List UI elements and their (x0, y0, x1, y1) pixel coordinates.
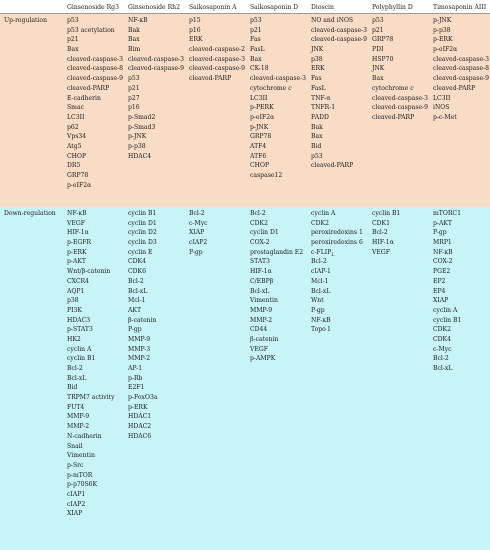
cell-entry: ERK (311, 65, 325, 73)
cell-entry: EP2 (433, 277, 446, 285)
cell-entry: p-mTOR (67, 471, 93, 479)
cell-entry: caspase12 (250, 172, 283, 179)
cell-entry: Bcl-xL (128, 287, 148, 295)
cell-entry: CK-18 (250, 65, 269, 73)
cell-entry: CDK1 (372, 219, 390, 227)
cell-entry: ERK (189, 36, 203, 44)
cell-entry: c-Myc (433, 345, 452, 353)
cell-entry: p53 (128, 75, 140, 83)
cell-entry: cleaved-caspase-3 (128, 55, 184, 63)
cell-entry: Vimentin (67, 452, 95, 460)
up-cell-ginsenoside-rg3 (67, 16, 123, 190)
down-cell-timosaponin-aiii (433, 209, 461, 374)
row-label-up: Up-regulation (4, 17, 48, 24)
cell-entry: FUT4 (67, 403, 85, 411)
cell-entry: p-Smad3 (128, 123, 156, 131)
cell-entry: Bak (311, 123, 323, 131)
cell-entry: MMP-9 (128, 335, 151, 343)
header-col-3: Saikosaponin A (189, 4, 237, 11)
cell-entry: p21 (128, 84, 140, 92)
cell-entry: VEGF (372, 248, 390, 256)
cell-entry: Bax (372, 75, 384, 83)
header-col-2: Ginsenoside Rh2 (128, 4, 180, 11)
cell-entry: Bcl-2 (250, 210, 266, 217)
up-cell-dioscin (311, 16, 367, 171)
cell-entry: TNF-α (311, 94, 331, 102)
cell-entry: cleaved-caspase-9 (67, 75, 123, 83)
up-cell-timosaponin-aiii (433, 16, 489, 123)
cell-entry: LC3II (433, 94, 451, 102)
cell-entry: cyclin E (128, 248, 153, 256)
cell-entry: cleaved-PARP (372, 113, 415, 121)
cell-entry: cyclin D1 (128, 219, 157, 227)
cell-entry: NF-κB (433, 248, 453, 256)
cell-entry: Bax (311, 133, 323, 141)
cell-entry: HIF-1α (67, 229, 89, 237)
cell-entry: cyclin B1 (372, 210, 401, 217)
cell-entry: cleaved-caspase-9 (128, 65, 184, 73)
cell-entry: MMP-3 (128, 345, 151, 353)
cell-entry: AP-1 (128, 365, 143, 372)
cell-entry: CDK4 (128, 258, 146, 266)
cell-entry: HDAC6 (128, 432, 152, 440)
cell-entry: CDK4 (433, 335, 451, 343)
header-col-5: Dioscin (311, 4, 334, 11)
table-header (0, 0, 490, 14)
cell-entry: cleaved-caspase-9 (189, 65, 245, 73)
cell-entry: p53 acetylation (67, 26, 115, 34)
cell-entry: cyclin D2 (128, 229, 157, 237)
cell-entry: p-FoxO3a (128, 394, 158, 402)
cell-entry: p53 (250, 17, 262, 24)
cell-entry: AQP1 (67, 287, 85, 295)
cell-entry: PGE2 (433, 268, 451, 276)
cell-entry: cyclin A (67, 345, 92, 353)
cell-entry: PI3K (67, 306, 82, 314)
cell-entry: Vps34 (67, 133, 87, 141)
cell-entry: Bax (67, 46, 79, 54)
cell-entry: mTORC1 (433, 210, 461, 217)
cell-entry: GRP78 (372, 36, 394, 44)
down-cell-saikosaponin-a (189, 209, 208, 257)
down-cell-ginsenoside-rg3 (67, 209, 115, 519)
header-col-6: Polyphyllin D (372, 4, 413, 11)
cell-entry: Bcl-2 (67, 365, 83, 372)
cell-entry: p38 (311, 55, 323, 63)
up-cell-ginsenoside-rh2 (128, 16, 184, 161)
cell-entry: JNK (311, 46, 324, 54)
cell-entry: cleaved-caspase-3 (189, 55, 245, 63)
cell-entry: cleaved-caspase-3 (433, 55, 489, 63)
cell-entry: NF-κB (67, 210, 87, 217)
cell-entry: p-PERK (250, 104, 274, 112)
cell-entry: Bcl-xL (67, 374, 87, 382)
down-cell-ginsenoside-rh2 (128, 209, 157, 442)
cell-entry: p53 (311, 152, 323, 160)
cell-entry: NF-κB (128, 17, 148, 24)
cell-entry: p38 (67, 297, 79, 305)
cell-entry: cleaved-PARP (311, 162, 354, 170)
cell-entry: HDAC4 (128, 152, 152, 160)
cell-entry: p-AKT (67, 258, 86, 266)
cell-entry: cIAP-1 (311, 268, 331, 276)
cell-entry: XIAP (189, 229, 205, 237)
cell-entry: Bim (128, 46, 141, 54)
cell-entry: MMP-9 (250, 306, 273, 314)
cell-entry: cIAP1 (67, 490, 86, 498)
cell-entry: cytochrome c (372, 84, 414, 92)
cell-entry: C/EBPβ (250, 277, 274, 285)
cell-entry: prostaglandin E2 (250, 248, 304, 256)
cell-entry: Bcl-2 (311, 258, 327, 266)
cell-entry: HIF-1α (250, 268, 272, 276)
row-label-down: Down-regulation (4, 210, 56, 217)
cell-entry: VEGF (250, 345, 268, 353)
cell-entry: VEGF (67, 219, 85, 227)
cell-entry: cyclin B1 (433, 316, 462, 324)
cell-entry: GRP78 (250, 133, 272, 141)
cell-entry: NO and iNOS (311, 17, 354, 24)
up-cell-saikosaponin-a (189, 16, 245, 84)
cell-entry: p-Smad2 (128, 113, 156, 121)
cell-entry: p-AKT (433, 219, 452, 227)
cell-entry: cleaved-caspase-2 (189, 46, 245, 54)
cell-entry: Bax (250, 55, 262, 63)
cell-entry: Wnt (311, 297, 324, 305)
cell-entry: cyclin A (433, 306, 458, 314)
cell-entry: MMP-2 (128, 355, 151, 363)
cell-entry: p-Rb (128, 374, 143, 382)
cell-entry: CDK2 (250, 219, 268, 227)
cell-entry: cyclin B1 (67, 355, 96, 363)
cell-entry: β-catenin (250, 335, 279, 343)
cell-entry: Smac (67, 104, 84, 112)
cell-entry: N-cadherin (67, 432, 102, 440)
cell-entry: ATF4 (250, 142, 267, 150)
cell-entry: p-p38 (433, 26, 451, 34)
cell-entry: p-eIF2α (67, 181, 92, 189)
up-cell-polyphyllin-d (372, 16, 428, 123)
cell-entry: COX-2 (250, 239, 270, 247)
cell-entry: Bcl-2 (189, 210, 205, 217)
cell-entry: p-ERK (67, 248, 87, 256)
cell-entry: MMP-2 (67, 423, 90, 431)
cell-entry: p16 (128, 104, 140, 112)
cell-entry: ATF6 (250, 152, 267, 160)
cell-entry: E2F1 (128, 384, 145, 392)
cell-entry: CHOP (67, 152, 87, 160)
cell-entry: cyclin D3 (128, 239, 157, 247)
cell-entry: p16 (189, 26, 201, 34)
cell-entry: Bcl-xL (433, 365, 453, 372)
cell-entry: p-EGFR (67, 239, 92, 247)
cell-entry: HDAC1 (128, 413, 152, 421)
cell-entry: Fas (311, 75, 322, 83)
cell-entry: p-STAT3 (67, 326, 93, 334)
cell-entry: Bcl-2 (128, 277, 144, 285)
cell-entry: p-JNK (128, 133, 147, 141)
cell-entry: Snail (67, 442, 83, 450)
cell-entry: p-p70S6K (67, 481, 98, 489)
cell-entry: p21 (250, 26, 262, 34)
cell-entry: peroxiredoxins 1 (311, 229, 363, 237)
cell-entry: TNFR-1 (311, 104, 336, 112)
cell-entry: Bcl-2 (372, 229, 388, 237)
cell-entry: FasL (250, 46, 265, 54)
cell-entry: cleaved-caspase-3 (250, 75, 306, 83)
cell-entry: cleaved-caspase-9 (372, 104, 428, 112)
cell-entry: CD44 (250, 326, 268, 334)
cell-entry: cleaved-PARP (67, 84, 110, 92)
cell-entry: p21 (372, 26, 384, 34)
cell-entry: cleaved-PARP (189, 75, 232, 83)
cell-entry: Bid (311, 142, 322, 150)
cell-entry: Mcl-1 (311, 277, 329, 285)
cell-entry: Vimentin (250, 297, 278, 305)
cell-entry: p-ERK (433, 36, 453, 44)
cell-entry: Atg5 (67, 142, 82, 150)
cell-entry: cyclin B1 (128, 210, 157, 217)
cell-entry: p-AMPK (250, 355, 276, 363)
header-col-7: Timosaponin AIII (433, 4, 487, 11)
cell-entry: cleaved-caspase-8 (433, 65, 489, 73)
cell-entry: $c-FLIP_L$ (311, 248, 335, 258)
cell-entry: p-p38 (128, 142, 146, 150)
cell-entry: p-eIF2α (433, 46, 458, 54)
cell-entry: Bcl-xL (250, 287, 270, 295)
header-col-1: Ginsenoside Rg3 (67, 4, 119, 11)
cell-entry: CDK2 (433, 326, 451, 334)
cell-entry: iNOS (433, 104, 450, 112)
cell-entry: HIF-1α (372, 239, 394, 247)
cell-entry: XIAP (67, 510, 83, 518)
cell-entry: p-JNK (433, 17, 452, 24)
cell-entry: p27 (128, 94, 140, 102)
cell-entry: HSP70 (372, 55, 394, 63)
cell-entry: Bax (128, 36, 140, 44)
cell-entry: cytochrome c (250, 84, 292, 92)
cell-entry: cleaved-caspase-9 (433, 75, 489, 83)
cell-entry: p15 (189, 17, 201, 24)
cell-entry: Mcl-1 (128, 297, 146, 305)
cell-entry: NF-κB (311, 316, 331, 324)
cell-entry: cleaved-caspase-3 (311, 26, 367, 34)
cell-entry: MMP-9 (67, 413, 90, 421)
cell-entry: cleaved-caspase-9 (311, 36, 367, 44)
cell-entry: Bcl-xL (311, 287, 331, 295)
down-cell-dioscin (311, 209, 363, 335)
cell-entry: p21 (67, 36, 79, 44)
cell-entry: GRP78 (67, 172, 89, 179)
cell-entry: FADD (311, 113, 329, 121)
cell-entry: HK2 (67, 335, 81, 343)
cell-entry: cleaved-caspase-8 (67, 65, 123, 73)
cell-entry: p53 (67, 17, 79, 24)
cell-entry: P-gp (128, 326, 142, 334)
down-cell-polyphyllin-d (372, 209, 400, 257)
down-cell-saikosaponin-d (250, 209, 303, 364)
cell-entry: Bak (128, 26, 140, 34)
cell-entry: LC3II (67, 113, 85, 121)
cell-entry: p-ERK (128, 403, 148, 411)
cell-entry: Bcl-2 (433, 355, 449, 363)
cell-entry: CDK2 (311, 219, 329, 227)
cell-entry: DR5 (67, 162, 81, 170)
cell-entry: CDK6 (128, 268, 146, 276)
cell-entry: c-Myc (189, 219, 208, 227)
cell-entry: Topo I (311, 326, 331, 334)
cell-entry: Fas (250, 36, 261, 44)
cell-entry: HDAC3 (67, 316, 91, 324)
cell-entry: cIAP2 (67, 500, 86, 508)
cell-entry: E-cadherin (67, 94, 101, 102)
cell-entry: CHOP (250, 162, 270, 170)
cell-entry: cIAP2 (189, 239, 208, 247)
up-cell-saikosaponin-d (250, 16, 306, 181)
cell-entry: p53 (372, 17, 384, 24)
cell-entry: HDAC2 (128, 423, 152, 431)
cell-entry: EP4 (433, 287, 446, 295)
cell-entry: MRP1 (433, 239, 452, 247)
cell-entry: p-eIF2α (250, 113, 275, 121)
cell-entry: P-gp (433, 229, 447, 237)
cell-entry: MMP-2 (250, 316, 273, 324)
cell-entry: cyclin D1 (250, 229, 279, 237)
cell-entry: COX-2 (433, 258, 453, 266)
cell-entry: p-JNK (250, 123, 269, 131)
cell-entry: Bid (67, 384, 78, 392)
cell-entry: XIAP (433, 297, 449, 305)
cell-entry: cleaved-caspase-3 (67, 55, 123, 63)
cell-entry: JNK (372, 65, 385, 73)
cell-entry: CXCR4 (67, 277, 90, 285)
cell-entry: LC3II (250, 94, 268, 102)
cell-entry: p-Src (67, 461, 84, 469)
cell-entry: β-catenin (128, 316, 157, 324)
cell-entry: TRPM7 activity (67, 394, 115, 402)
cell-entry: FasL (311, 84, 326, 92)
cell-entry: AKT (128, 306, 142, 314)
cell-entry: cleaved-PARP (433, 84, 476, 92)
cell-entry: peroxiredoxins 6 (311, 239, 363, 247)
cell-entry: PDI (372, 46, 384, 54)
cell-entry: P-gp (189, 248, 203, 256)
cell-entry: Wnt/β-catenin (67, 268, 111, 276)
cell-entry: STAT3 (250, 258, 270, 266)
header-col-4: Saikosaponin D (250, 4, 299, 11)
cell-entry: P-gp (311, 306, 325, 314)
cell-entry: cyclin A (311, 210, 336, 217)
cell-entry: p-c-Met (433, 113, 457, 121)
cell-entry: p62 (67, 123, 79, 131)
cell-entry: cleaved-caspase-3 (372, 94, 428, 102)
